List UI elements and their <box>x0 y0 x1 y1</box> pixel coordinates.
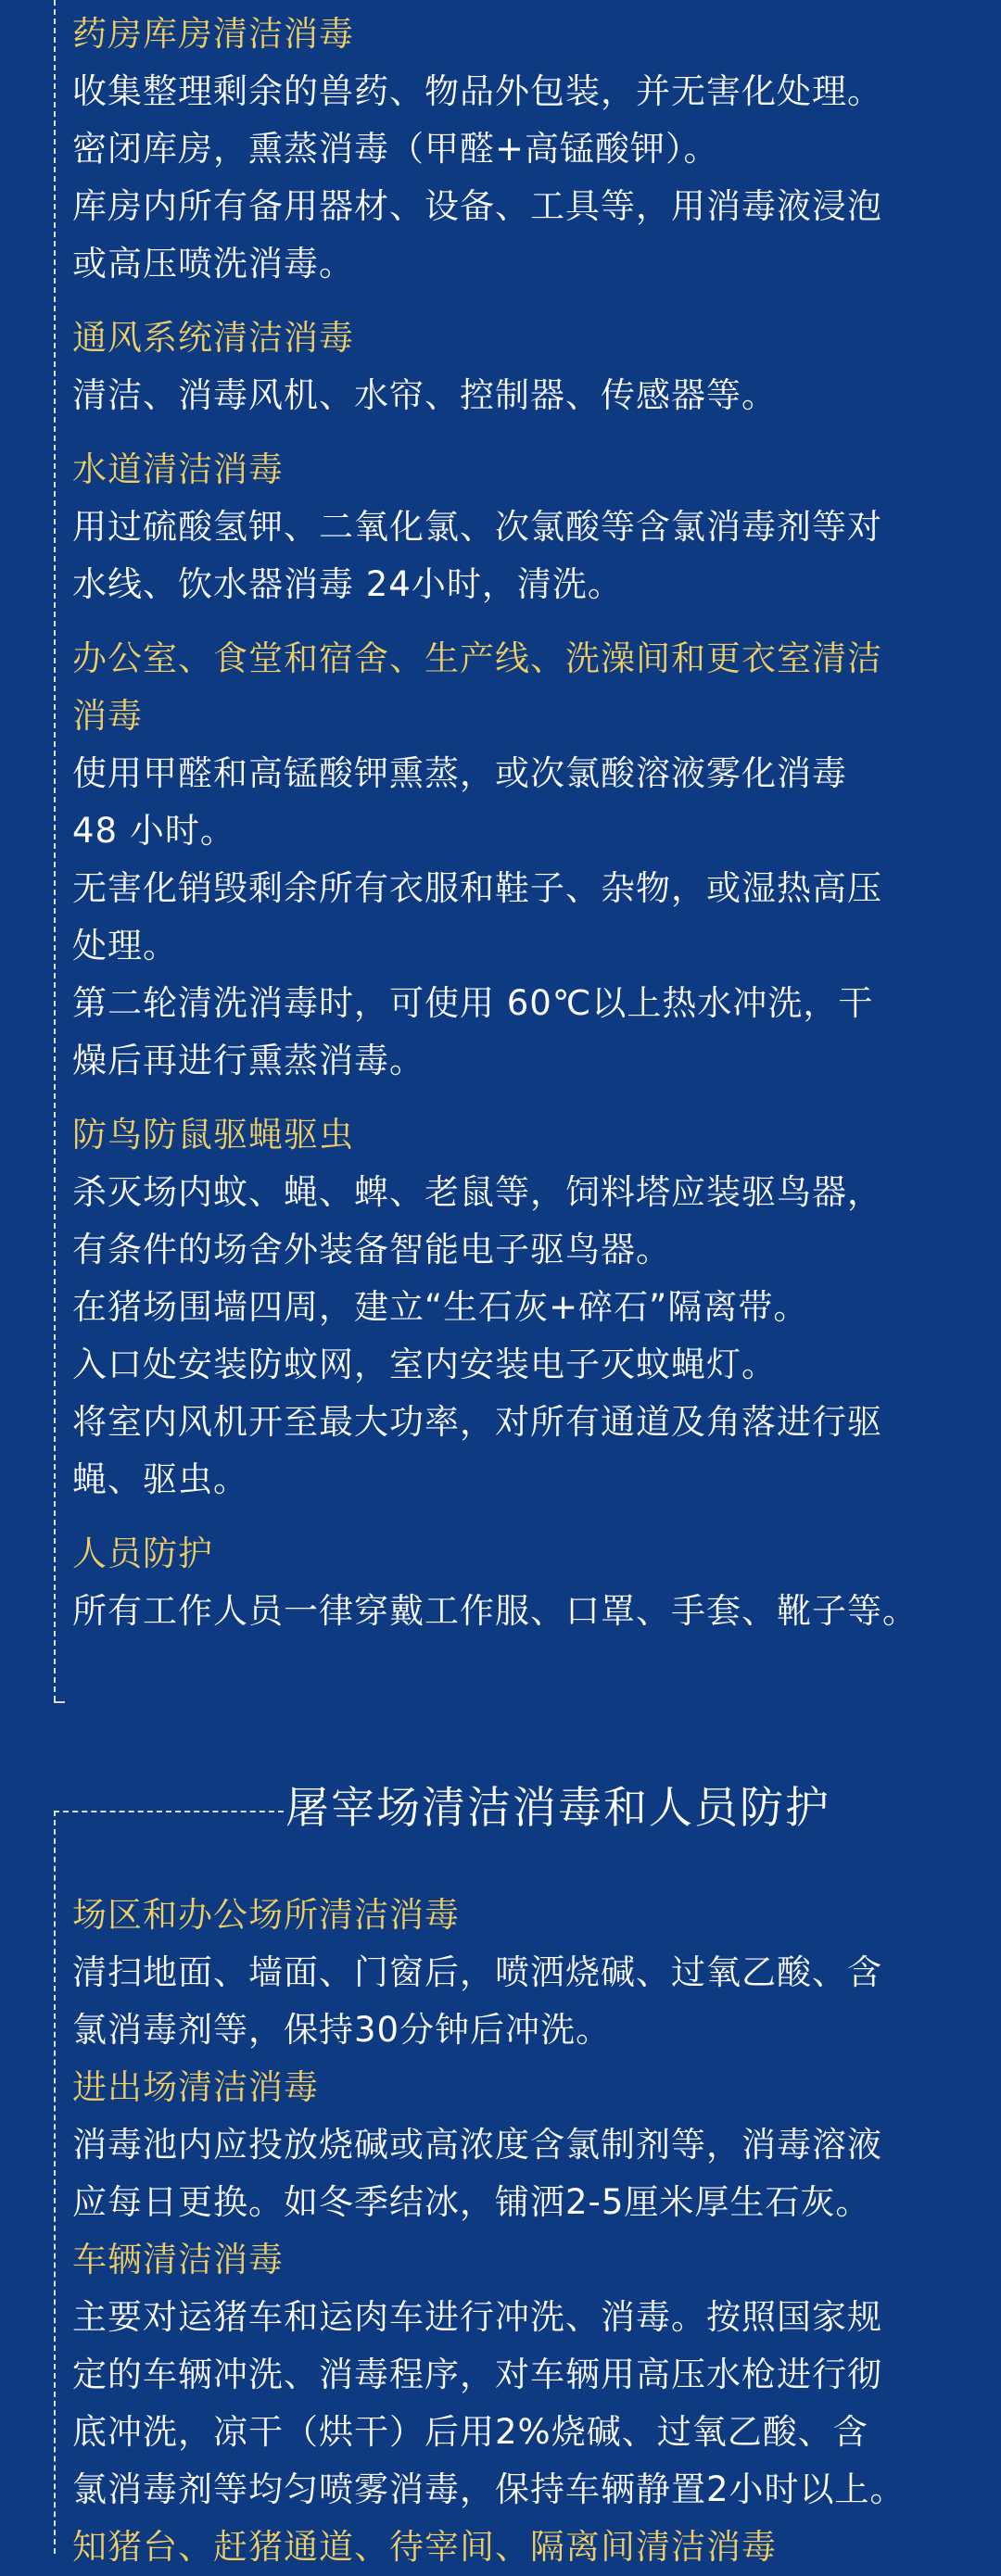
block-line: 第二轮清洗消毒时，可使用 60℃以上热水冲洗，干 <box>72 983 874 1023</box>
block-line: 应每日更换。如冬季结冰，铺洒2-5厘米厚生石灰。 <box>72 2182 871 2222</box>
slaughterhouse-section-heading: 屠宰场清洁消毒和人员防护 <box>285 1783 830 1834</box>
block-title: 药房库房清洁消毒 <box>72 14 354 54</box>
block-title: 进出场清洁消毒 <box>72 2067 319 2107</box>
block-title: 人员防护 <box>72 1534 213 1573</box>
block-pig-platform <box>72 2519 962 2576</box>
block-pest-control <box>72 1106 962 1509</box>
block-line: 用过硫酸氢钾、二氧化氯、次氯酸等含氯消毒剂等对 <box>72 507 882 547</box>
block-water-line <box>72 441 962 613</box>
block-line: 氯消毒剂等，保持30分钟后冲洗。 <box>72 2010 612 2050</box>
bottom-section <box>72 1887 962 2576</box>
block-pharmacy-warehouse <box>72 6 962 293</box>
block-line: 在猪场围墙四周，建立“生石灰+碎石”隔离带。 <box>72 1287 809 1327</box>
block-line: 或高压喷洗消毒。 <box>72 244 354 284</box>
block-title: 办公室、食堂和宿舍、生产线、洗澡间和更衣室清洁 <box>72 638 882 678</box>
block-ventilation <box>72 309 962 424</box>
block-title: 水道清洁消毒 <box>72 449 284 489</box>
block-line: 杀灭场内蚊、蝇、蜱、老鼠等，饲料塔应装驱鸟器， <box>72 1172 882 1212</box>
block-line: 主要对运猪车和运肉车进行冲洗、消毒。按照国家规 <box>72 2297 882 2337</box>
block-line: 48 小时。 <box>72 811 235 851</box>
block-title: 消毒 <box>72 696 143 736</box>
block-title: 场区和办公场所清洁消毒 <box>72 1895 460 1935</box>
block-line: 收集整理剩余的兽药、物品外包装，并无害化处理。 <box>72 71 882 111</box>
block-title: 防鸟防鼠驱蝇驱虫 <box>72 1115 354 1155</box>
block-line: 无害化销毁剩余所有衣服和鞋子、杂物，或湿热高压 <box>72 868 882 908</box>
top-section-left-border <box>54 0 56 1701</box>
block-site-office <box>72 1887 962 2059</box>
block-line: 将室内风机开至最大功率，对所有通道及角落进行驱 <box>72 1402 882 1442</box>
block-line: 使用甲醛和高锰酸钾熏蒸，或次氯酸溶液雾化消毒 <box>72 753 847 793</box>
block-title: 通风系统清洁消毒 <box>72 318 354 358</box>
block-entry-exit <box>72 2059 962 2231</box>
block-office-dorm <box>72 630 962 1090</box>
block-line: 清洁、消毒风机、水帘、控制器、传感器等。 <box>72 375 777 415</box>
block-line: 所有工作人员一律穿戴工作服、口罩、手套、靴子等。 <box>72 1591 918 1631</box>
bottom-section-left-border <box>54 1811 56 2554</box>
block-line: 消毒池内应投放烧碱或高浓度含氯制剂等，消毒溶液 <box>72 2125 882 2165</box>
block-line: 蝇、驱虫。 <box>72 1459 248 1499</box>
block-line: 水线、饮水器消毒 24小时，清洗。 <box>72 564 623 604</box>
block-line: 密闭库房，熏蒸消毒（甲醛+高锰酸钾）。 <box>72 129 719 169</box>
block-title: 车辆清洁消毒 <box>72 2240 284 2279</box>
block-line: 底冲洗，凉干（烘干）后用2%烧碱、过氧乙酸、含 <box>72 2412 868 2452</box>
block-line: 定的车辆冲洗、消毒程序，对车辆用高压水枪进行彻 <box>72 2355 882 2394</box>
block-line: 氯消毒剂等均匀喷雾消毒，保持车辆静置2小时以上。 <box>72 2469 906 2509</box>
top-section <box>72 6 962 1657</box>
block-line: 燥后再进行熏蒸消毒。 <box>72 1041 424 1080</box>
block-vehicle <box>72 2231 962 2519</box>
block-title: 知猪台、赶猪通道、待宰间、隔离间清洁消毒 <box>72 2527 777 2567</box>
block-line: 库房内所有备用器材、设备、工具等，用消毒液浸泡 <box>72 186 882 226</box>
block-line: 清扫地面、墙面、门窗后，喷洒烧碱、过氧乙酸、含 <box>72 1952 882 1992</box>
block-personnel-protection <box>72 1525 962 1640</box>
top-section-bottom-tick <box>54 1701 65 1703</box>
heading-dash-connector <box>54 1811 284 1812</box>
block-line: 入口处安装防蚊网，室内安装电子灭蚊蝇灯。 <box>72 1345 777 1384</box>
block-line: 有条件的场舍外装备智能电子驱鸟器。 <box>72 1230 671 1269</box>
block-line: 处理。 <box>72 926 178 966</box>
